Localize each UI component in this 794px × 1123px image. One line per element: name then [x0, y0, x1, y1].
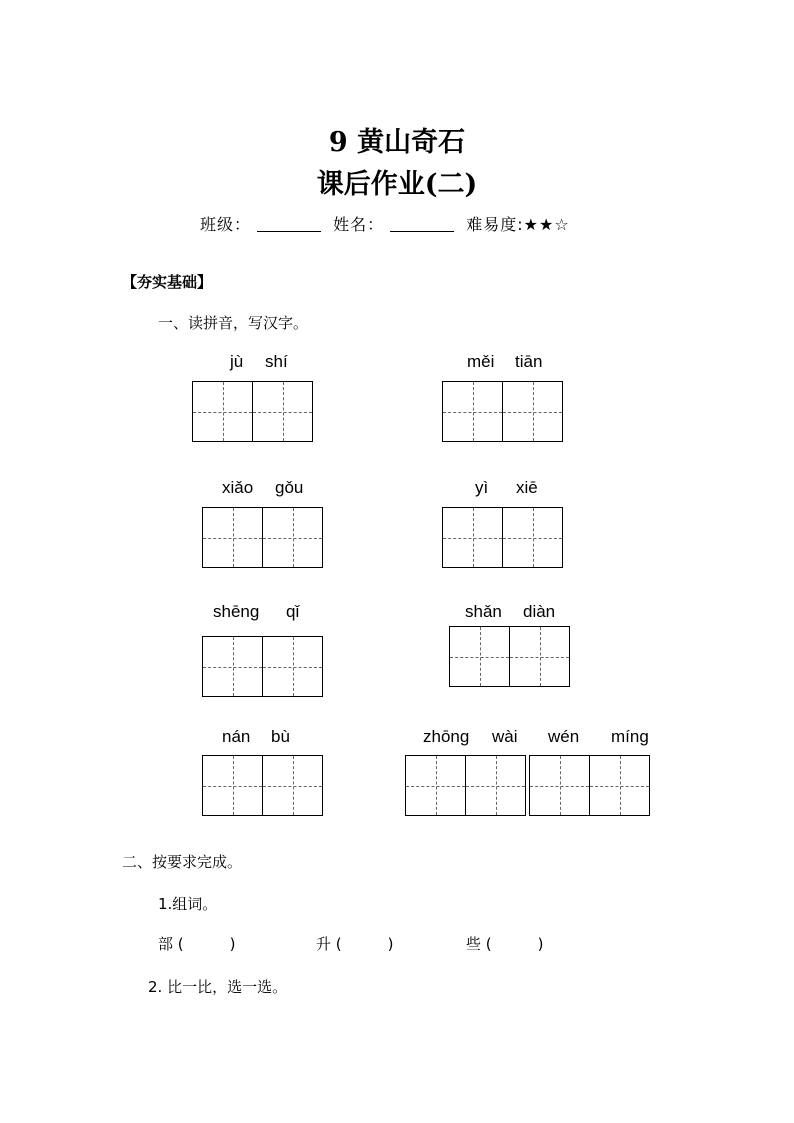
paren-open: (	[335, 935, 342, 953]
pinyin: shǎn	[465, 602, 502, 621]
pinyin: shí	[265, 352, 288, 371]
word-char: 升	[316, 935, 332, 953]
writing-grid[interactable]	[442, 381, 563, 442]
writing-cell[interactable]	[442, 381, 503, 442]
difficulty-stars: ★★☆	[523, 215, 570, 234]
writing-cell[interactable]	[192, 381, 253, 442]
paren-open: (	[177, 935, 184, 953]
writing-cell[interactable]	[589, 755, 650, 816]
pinyin: míng	[611, 727, 649, 746]
writing-grid[interactable]	[202, 507, 323, 568]
class-blank[interactable]	[257, 217, 321, 232]
paren-close: )	[387, 935, 394, 953]
q2-sub1-label: 1.组词。	[158, 895, 218, 913]
q2-sub2-label: 2. 比一比，选一选。	[148, 978, 288, 996]
writing-cell[interactable]	[262, 507, 323, 568]
pinyin: zhōng	[423, 727, 470, 746]
writing-grid[interactable]	[202, 755, 323, 816]
writing-cell[interactable]	[502, 381, 563, 442]
name-label: 姓名：	[333, 215, 385, 234]
difficulty-label: 难易度:	[466, 215, 524, 234]
writing-cell[interactable]	[262, 755, 323, 816]
writing-grid[interactable]	[192, 381, 313, 442]
pinyin: wài	[492, 727, 518, 746]
writing-cell[interactable]	[252, 381, 313, 442]
class-label: 班级：	[200, 215, 252, 234]
paren-close: )	[229, 935, 236, 953]
pinyin: yì	[475, 478, 489, 497]
writing-cell[interactable]	[202, 636, 263, 697]
pinyin: xiē	[516, 478, 538, 497]
writing-cell[interactable]	[405, 755, 466, 816]
writing-grid[interactable]	[449, 626, 570, 687]
word-item	[466, 933, 544, 954]
writing-grid[interactable]	[202, 636, 323, 697]
writing-cell[interactable]	[502, 507, 563, 568]
writing-cell[interactable]	[262, 636, 323, 697]
pinyin: bù	[271, 727, 290, 746]
pinyin: nán	[222, 727, 251, 746]
pinyin: gǒu	[275, 478, 304, 497]
pinyin: jù	[230, 352, 244, 371]
writing-cell[interactable]	[509, 626, 570, 687]
section-basic: 【夯实基础】	[122, 273, 213, 291]
pinyin: měi	[467, 352, 495, 371]
pinyin: qǐ	[286, 602, 300, 621]
pinyin: wén	[548, 727, 580, 746]
q2-prompt: 二、按要求完成。	[122, 853, 243, 871]
writing-cell[interactable]	[442, 507, 503, 568]
word-item	[158, 933, 236, 954]
paren-close: )	[537, 935, 544, 953]
word-item	[316, 933, 394, 954]
name-blank[interactable]	[390, 217, 454, 232]
pinyin: xiǎo	[222, 478, 254, 497]
meta-line	[200, 212, 570, 235]
writing-cell[interactable]	[202, 507, 263, 568]
writing-grid[interactable]	[442, 507, 563, 568]
q1-prompt: 一、读拼音，写汉字。	[158, 314, 309, 332]
pinyin: shēng	[213, 602, 260, 621]
writing-cell[interactable]	[202, 755, 263, 816]
pinyin: tiān	[515, 352, 543, 371]
pinyin: diàn	[523, 602, 556, 621]
writing-cell[interactable]	[465, 755, 526, 816]
page-title: 9 黄山奇石	[328, 127, 466, 158]
word-char: 些	[466, 935, 482, 953]
paren-open: (	[485, 935, 492, 953]
writing-cell[interactable]	[449, 626, 510, 687]
word-char: 部	[158, 935, 174, 953]
page-subtitle: 课后作业(二)	[316, 169, 478, 200]
writing-cell[interactable]	[529, 755, 590, 816]
writing-grid[interactable]	[405, 755, 650, 816]
